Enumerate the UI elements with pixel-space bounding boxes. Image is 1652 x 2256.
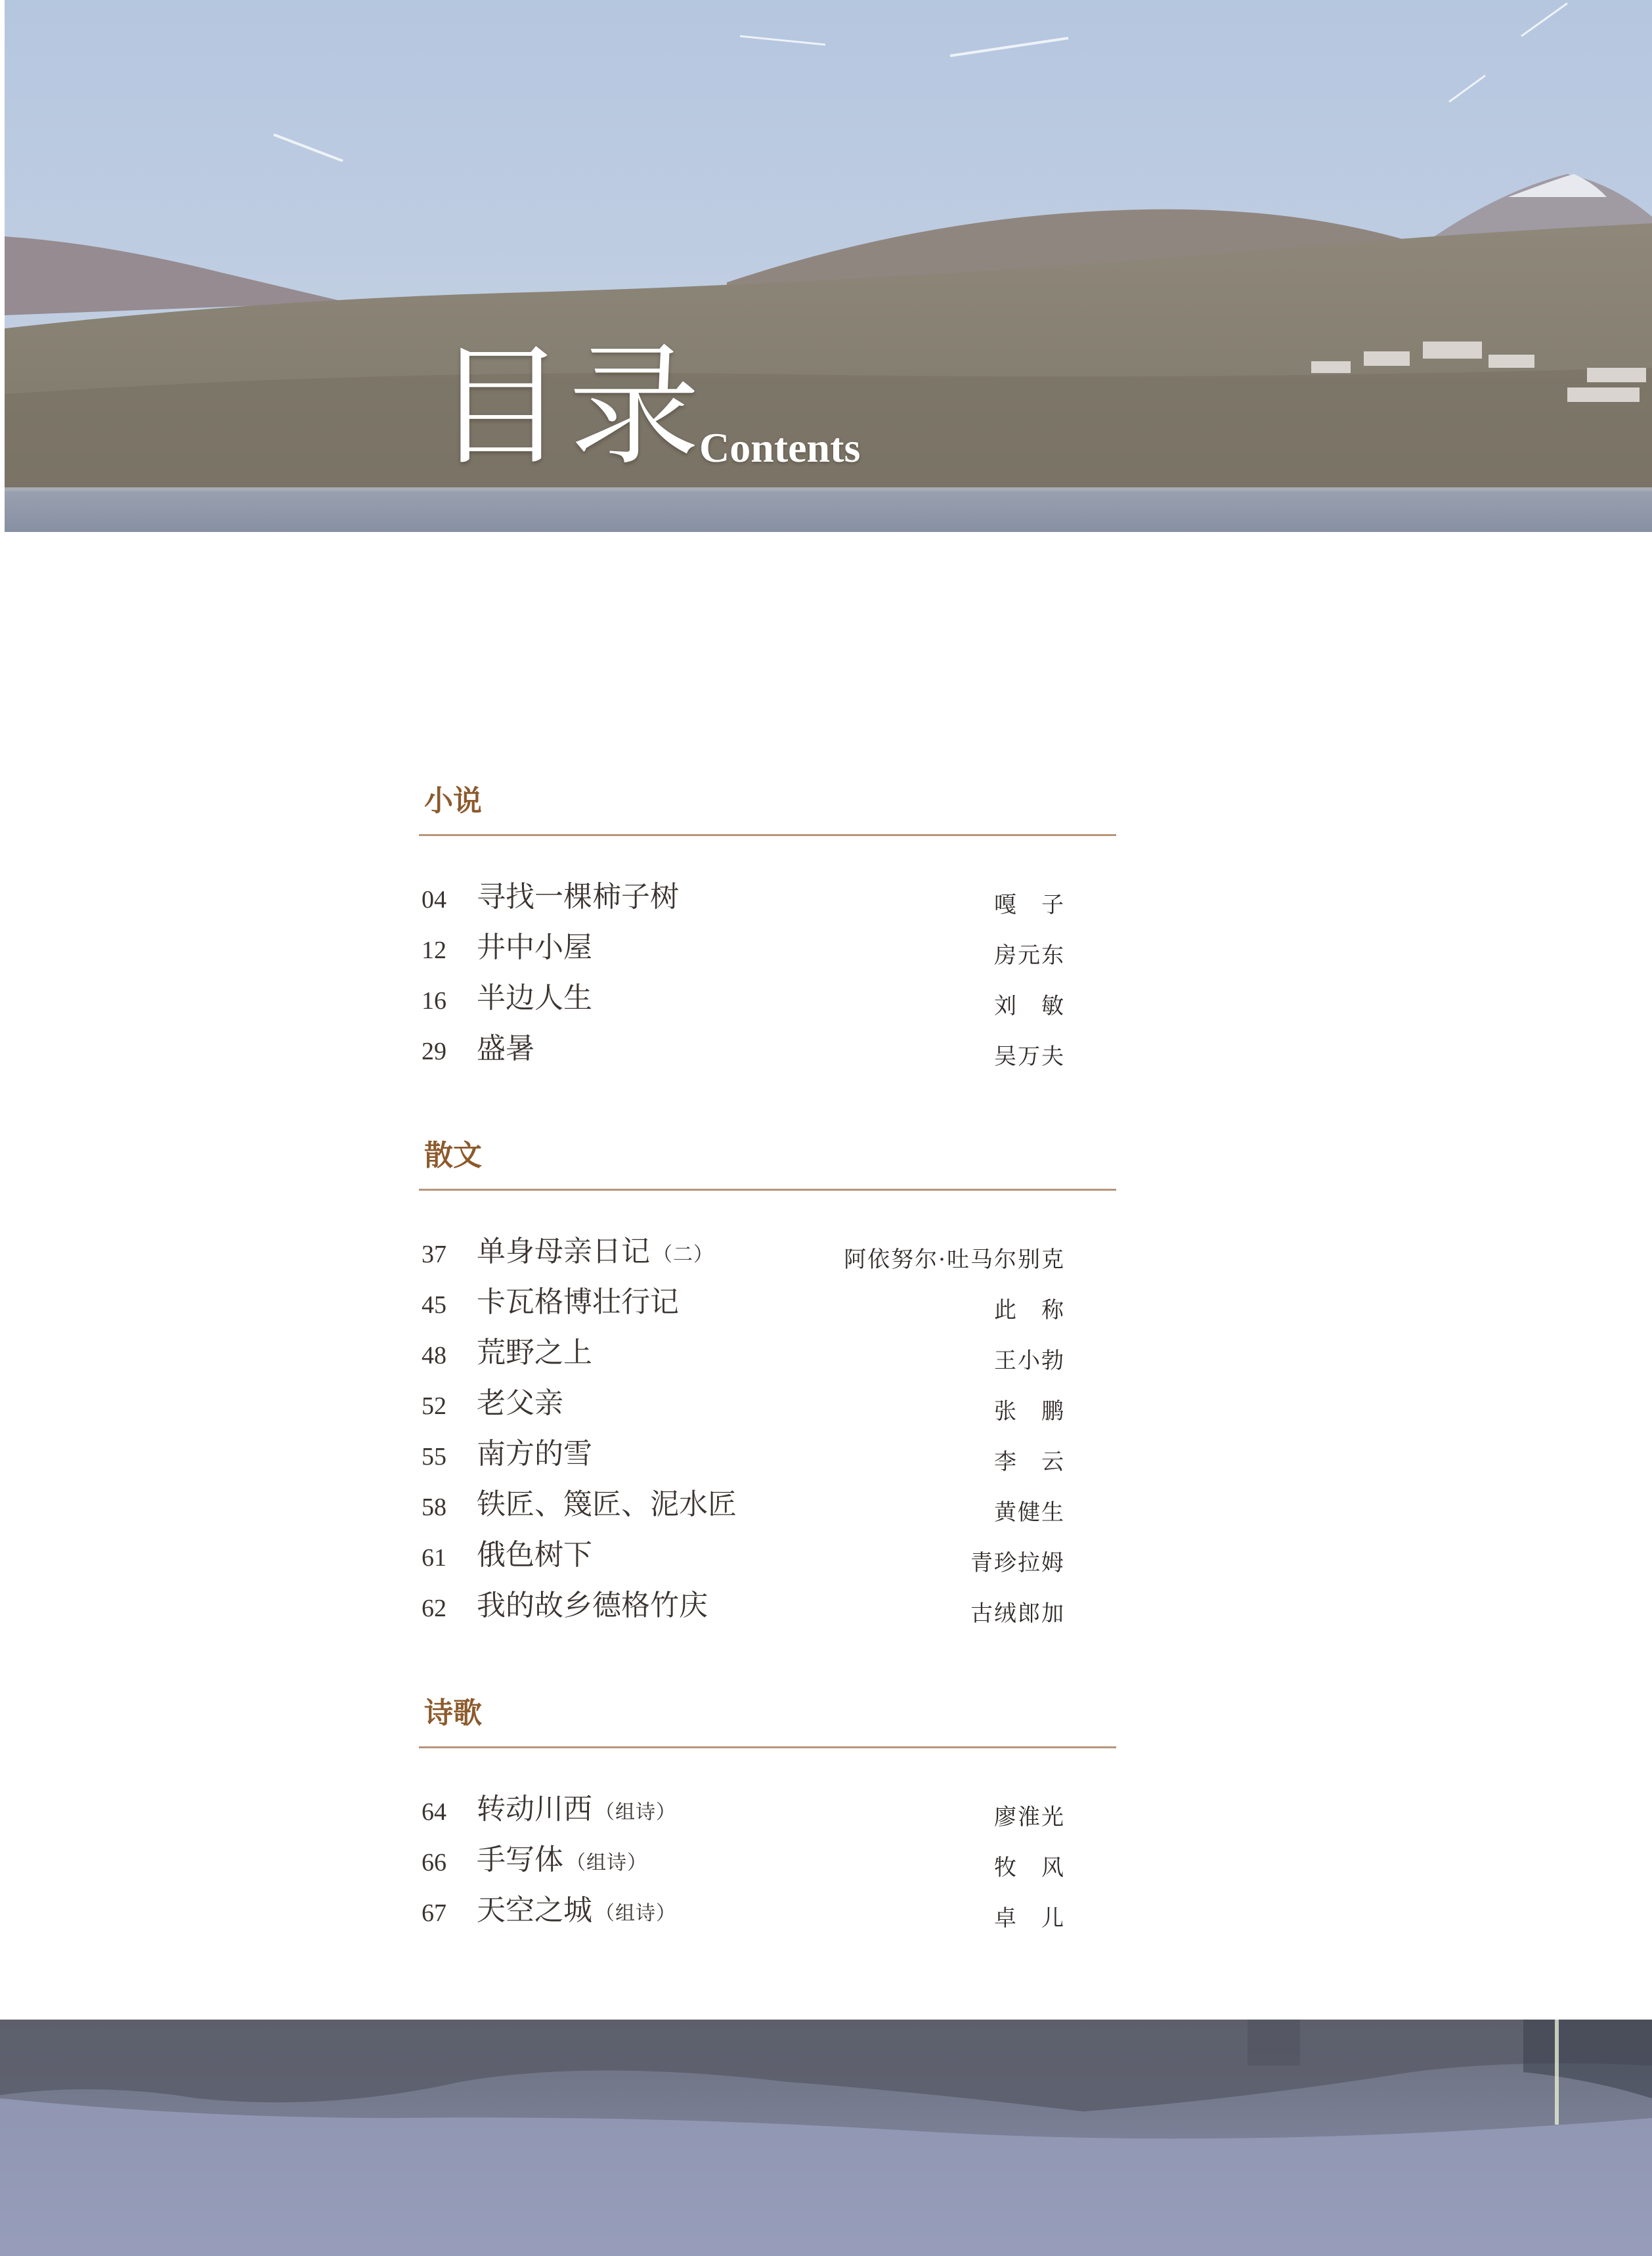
page-number: 29: [422, 1038, 446, 1065]
entry-author: 廖淮光: [994, 1804, 1065, 1830]
entry-note: （组诗）: [595, 1801, 676, 1824]
section-title: 散文: [424, 1139, 482, 1172]
header-banner-image: [5, 0, 1652, 532]
entry-author: 刘 敏: [994, 993, 1065, 1019]
page-number: 52: [422, 1392, 446, 1420]
entry-title: 荒野之上: [477, 1336, 592, 1369]
entry-author: 李 云: [994, 1449, 1065, 1475]
toc-entry[interactable]: [419, 1538, 1116, 1589]
toc-list: [419, 880, 1116, 1082]
page-number: 67: [422, 1899, 446, 1927]
entry-title: 卡瓦格博壮行记: [477, 1285, 679, 1319]
page-number: 12: [422, 937, 446, 964]
page-number: 55: [422, 1443, 446, 1471]
toc-entry[interactable]: [419, 1285, 1116, 1336]
page-title: 目录: [435, 330, 703, 483]
entry-title: 铁匠、篾匠、泥水匠: [477, 1488, 737, 1521]
toc-entry[interactable]: [419, 1437, 1116, 1488]
entry-author: 房元东: [994, 942, 1065, 969]
entry-author: 卓 儿: [994, 1905, 1065, 1932]
toc-entry[interactable]: [419, 981, 1116, 1032]
toc-entry[interactable]: [419, 1386, 1116, 1437]
entry-author: 阿依努尔·吐马尔别克: [844, 1247, 1065, 1273]
toc-entry[interactable]: [419, 1792, 1116, 1843]
entry-author: 黄健生: [994, 1499, 1065, 1526]
entry-author: 此 称: [994, 1297, 1065, 1323]
entry-author: 吴万夫: [994, 1044, 1065, 1070]
page-number: 64: [422, 1798, 446, 1826]
toc-entry[interactable]: [419, 1032, 1116, 1082]
entry-title: 南方的雪: [477, 1437, 592, 1471]
toc-entry[interactable]: [419, 1235, 1116, 1285]
entry-author: 牧 风: [994, 1855, 1065, 1881]
page-number: 62: [422, 1595, 446, 1622]
entry-note: （组诗）: [566, 1851, 647, 1874]
entry-title: 半边人生: [477, 981, 592, 1015]
toc-entry[interactable]: [419, 1843, 1116, 1893]
entry-title: 手写体 （组诗）: [477, 1843, 647, 1876]
toc-list: [419, 1792, 1116, 1944]
entry-note: （组诗）: [595, 1902, 676, 1925]
page-number: 37: [422, 1241, 446, 1268]
page-number: 61: [422, 1544, 446, 1572]
toc-list: [419, 1235, 1116, 1639]
toc-entry[interactable]: [419, 931, 1116, 981]
footer-banner-image: [0, 2020, 1652, 2256]
entry-author: 嘎 子: [994, 892, 1065, 918]
entry-author: 古绒郎加: [970, 1601, 1065, 1627]
toc-entry[interactable]: [419, 1488, 1116, 1538]
section-title: 小说: [424, 784, 482, 818]
entry-title: 寻找一棵柿子树: [477, 880, 679, 914]
lake-reflection-illustration: [0, 2020, 1652, 2256]
entry-note: （二）: [653, 1243, 714, 1266]
page-number: 45: [422, 1291, 446, 1319]
entry-title: 俄色树下: [477, 1538, 592, 1572]
section-divider: [419, 1189, 1116, 1191]
entry-author: 青珍拉姆: [970, 1550, 1065, 1576]
entry-title: 我的故乡德格竹庆: [477, 1589, 708, 1622]
page-number: 04: [422, 886, 446, 914]
page-number: 16: [422, 987, 446, 1015]
toc-entry[interactable]: [419, 880, 1116, 931]
page-number: 48: [422, 1342, 446, 1369]
entry-title: 盛暑: [477, 1032, 534, 1065]
entry-title: 天空之城 （组诗）: [477, 1893, 676, 1927]
entry-title: 单身母亲日记 （二）: [477, 1235, 714, 1268]
entry-title: 转动川西 （组诗）: [477, 1792, 676, 1826]
entry-author: 王小勃: [994, 1348, 1065, 1374]
entry-title: 井中小屋: [477, 931, 592, 964]
toc-entry[interactable]: [419, 1893, 1116, 1944]
page-subtitle: Contents: [699, 424, 861, 471]
section-divider: [419, 1746, 1116, 1748]
entry-title: 老父亲: [477, 1386, 563, 1420]
section-divider: [419, 834, 1116, 836]
section-title: 诗歌: [424, 1696, 482, 1730]
entry-author: 张 鹏: [994, 1398, 1065, 1425]
page-number: 58: [422, 1493, 446, 1521]
toc-entry[interactable]: [419, 1336, 1116, 1386]
toc-entry[interactable]: [419, 1589, 1116, 1639]
page-number: 66: [422, 1849, 446, 1876]
